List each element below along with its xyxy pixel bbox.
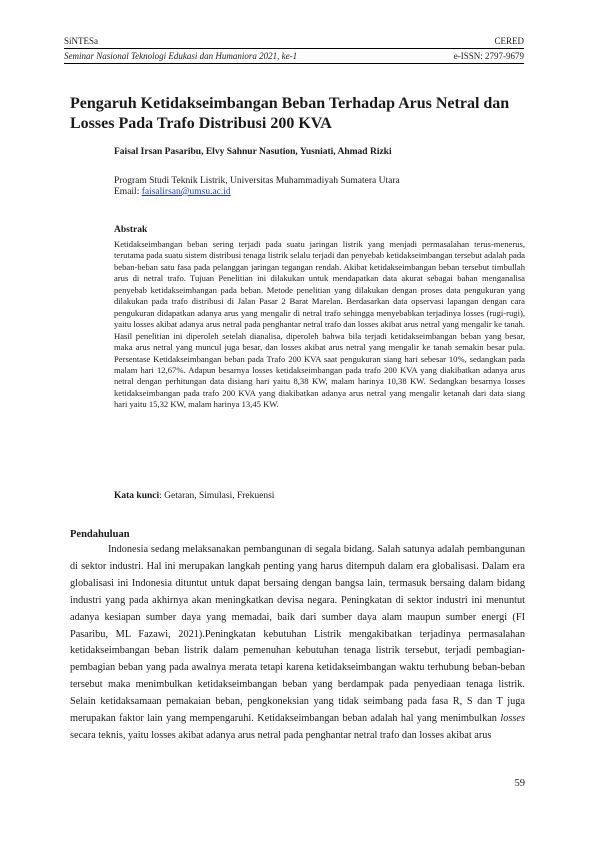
header-journal-abbrev: SiNTESa bbox=[64, 36, 99, 46]
header-rule-bottom bbox=[64, 63, 524, 64]
abstract-heading: Abstrak bbox=[114, 225, 148, 235]
intro-text-part2: secara teknis, yaitu losses akibat adanya arus netral pada penghantar netral trafo dan losses akibat arus bbox=[70, 729, 492, 741]
affiliation: Program Studi Teknik Listrik, Universitas Muhammadiyah Sumatera Utara bbox=[114, 176, 400, 186]
intro-paragraph bbox=[70, 542, 525, 745]
keywords-label: Kata kunci bbox=[114, 491, 160, 501]
header-journal-name: CERED bbox=[494, 36, 524, 46]
header-seminar-name: Seminar Nasional Teknologi Edukasi dan Humaniora 2021, ke-1 bbox=[64, 51, 298, 61]
abstract-text: Ketidakseimbangan beban sering terjadi pada suatu jaringan listrik yang menjadi permasalahan terus-menerus, terutama pada suatu sistem distribusi tenaga listrik selalu terjadi dan penyebab ketidakseimbangan tersebut adalah pada beban-beban satu fasa pada pelanggan jaringan tegangan rendah. Akibat ketidakseimbangan beban tersebut timbullah arus di netral trafo. Tujuan Penelitian ini dilakukan untuk mendapatkan data akurat sebagai bahan menganalisa penyebab ketidakseimbangan pada beban. Metode penelitian yang dilakukan dengan proses data pengukuran yang dilakukan pada trafo distribusi di Jalan Pasar 2 Barat Marelan. Berdasarkan data opservasi lapangan dengan cara pengukuran didapatkan adanya arus yang mengalir di netral trafo sehingga menyebabkan terjadinya losses (rugi-rugi), yaitu losses akibat adanya arus netral pada penghantar netral trafo dan losses akibat arus netral yang mengalir ke tanah. Hasil penelitian ini diperoleh setelah dianalisa, diperoleh bahwa bila terjadi ketidakseimbangan beban yang besar, maka arus netral yang muncul juga besar, dan losses akibat arus netral yang mengalir ke tanah semakin besar pula. Persentase Ketidakseimbangan beban pada Trafo 200 KVA saat pengukuran siang hari sebesar 10%, sedangkan pada malam hari 12,67%. Adapun besarnya losses ketidakseimbangan pada trafo 200 KVA yang diakibatkan adanya arus netral dengan perhitungan data disiang hari yaitu 8,38 KW, malam harinya 10,38 KW. Sedangkan besarnya losses ketidakseimbangan pada trafo 200 KVA yang diakibatkan adanya arus netral yang mengalir ketanah dari data siang hari yaitu 15,32 KW, malam harinya 13,45 KW. bbox=[114, 239, 525, 410]
email-link[interactable]: faisalirsan@umsu.ac.id bbox=[141, 187, 231, 197]
paper-title: Pengaruh Ketidakseimbangan Beban Terhadap Arus Netral dan Losses Pada Trafo Distribusi 200 KVA bbox=[70, 95, 510, 132]
section-heading: Pendahuluan bbox=[70, 529, 130, 540]
header-rule-top bbox=[64, 48, 524, 49]
author-list: Faisal Irsan Pasaribu, Elvy Sahnur Nasution, Yusniati, Ahmad Rizki bbox=[114, 147, 392, 157]
intro-italic-term: losses bbox=[500, 713, 525, 725]
keywords-value: : Getaran, Simulasi, Frekuensi bbox=[159, 491, 275, 501]
email-label: Email: bbox=[114, 187, 142, 197]
page-number: 59 bbox=[514, 778, 525, 789]
header-issn: e-ISSN: 2797-9679 bbox=[453, 51, 524, 61]
email-line bbox=[114, 186, 231, 198]
intro-text-part1: Indonesia sedang melaksanakan pembangunan di segala bidang. Salah satunya adalah pembangunan di sektor industri. Hal ini merupakan langkah penting yang harus ditempuh dalam era globalisasi. Dalam era globalisasi ini Indonesia dituntut untuk dapat bersaing dengan bangsa lain, termasuk bersaing dalam bidang industri yang pada akhirnya akan meningkatkan devisa negara. Peningkatan di sektor industri ini menuntut adanya kesiapan sumber daya yang memadai, baik dari sumber daya alam maupun sumber energi (FI Pasaribu, ML Fazawi, 2021).Peningkatan kebutuhan Listrik mengakibatkan terjadinya permasalahan ketidakseimbangan beban listrik dalam pemenuhan kebutuhan tenaga listrik tersebut, terjadi pembagian-pembagian beban yang pada awalnya merata tetapi karena ketidakseimbangan waktu terhubung beban-beban tersebut maka menimbulkan ketidakseimbangan beban yang berdampak pada penyediaan tenaga listrik. Selain ketidaksamaan pemakaian beban, pengkoneksian yang tidak seimbang pada fasa R, S dan T juga merupakan faktor lain yang mempengaruhi. Ketidakseimbangan beban adalah hal yang menimbulkan bbox=[70, 544, 525, 725]
keywords-line bbox=[114, 491, 274, 501]
